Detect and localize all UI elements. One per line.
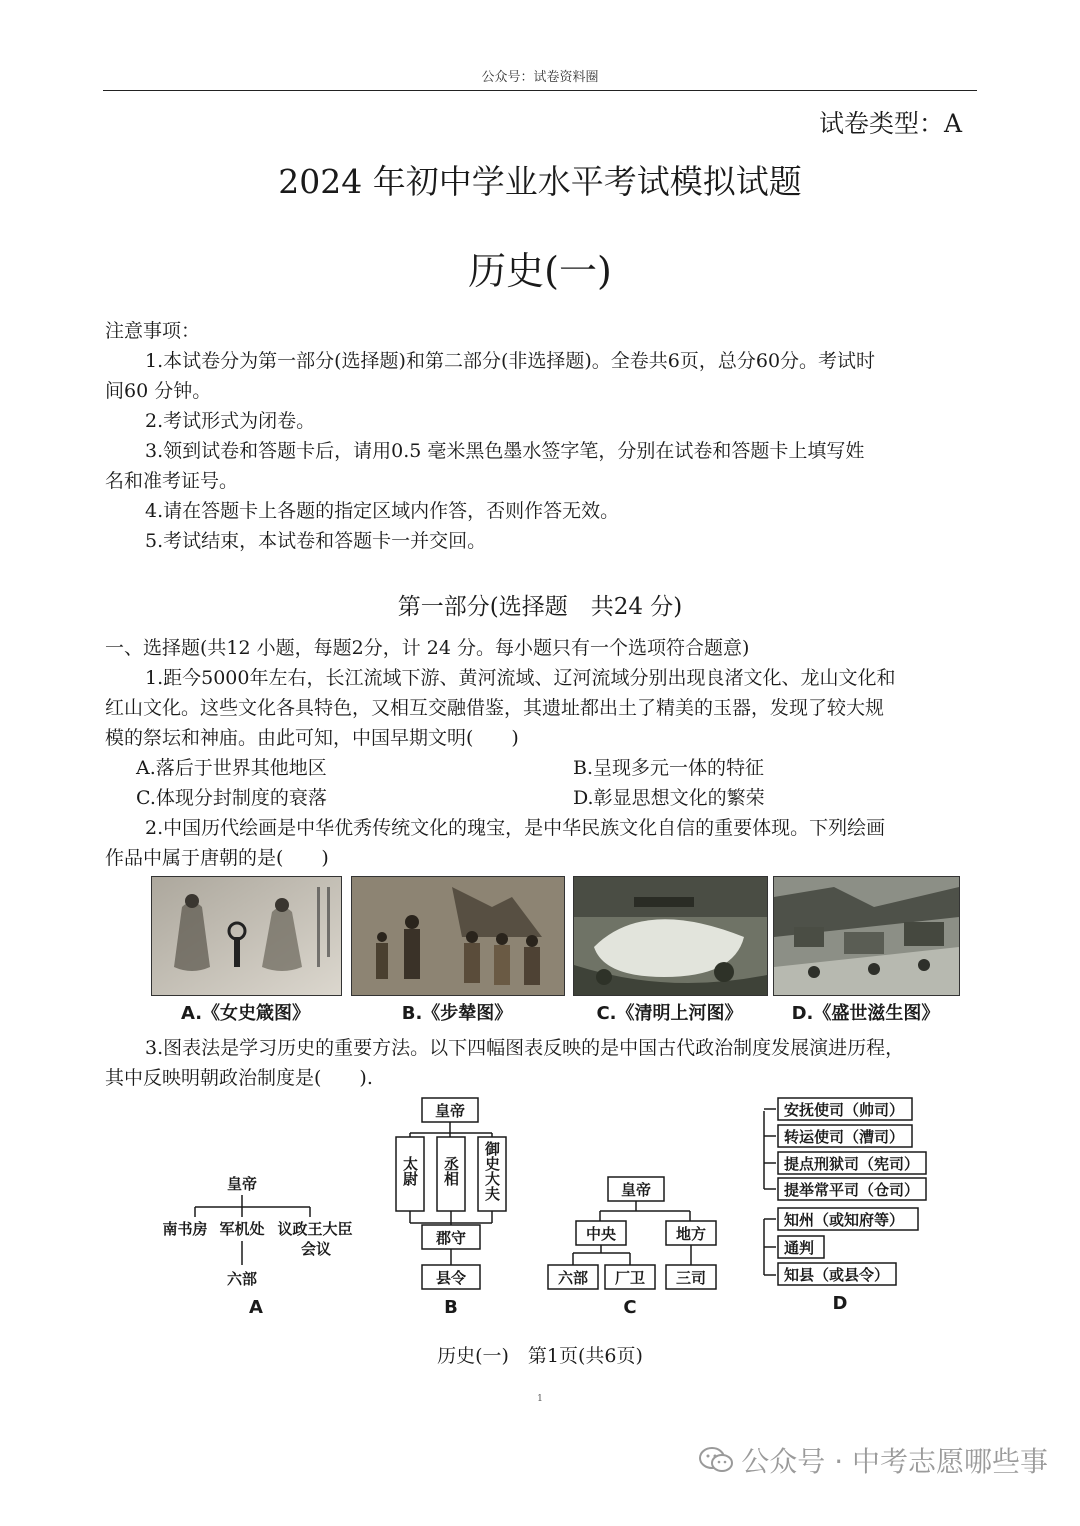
diagram-a-mid-3: 议政王大臣: [277, 1220, 353, 1238]
diagram-d-lower-2: 通判: [784, 1239, 815, 1257]
q1-option-c: C.体现分封制度的衰落: [136, 787, 327, 809]
diagram-d-lower-3: 知县（或县令）: [784, 1266, 890, 1284]
header-rule: [103, 90, 977, 91]
diagram-c-bottom-3: 三司: [675, 1269, 707, 1287]
diagram-a: [162, 1175, 352, 1318]
diagram-a-bottom: 六部: [226, 1270, 258, 1288]
diagram-c-top: 皇帝: [620, 1181, 652, 1199]
diagram-b-label: B: [444, 1297, 458, 1318]
q1-option-d: D.彰显思想文化的繁荣: [573, 787, 765, 809]
diagram-b: [396, 1098, 506, 1318]
diagram-b-col-2: 丞相: [442, 1156, 460, 1186]
painting-b-image: [351, 876, 565, 996]
page-footer: 历史(一) 第1页(共6页): [437, 1345, 643, 1367]
diagram-d-upper-1: 安抚使司（帅司）: [784, 1101, 905, 1119]
q1-option-b: B.呈现多元一体的特征: [573, 757, 765, 779]
notice-item: 5.考试结束，本试卷和答题卡一并交回。: [145, 530, 487, 552]
q1-line: 1.距今5000年左右，长江流域下游、黄河流域、辽河流域分别出现良渚文化、龙山文化和: [145, 667, 896, 689]
diagram-a-mid-2: 军机处: [219, 1220, 265, 1238]
page-number: 1: [537, 1394, 543, 1404]
subject-title: 历史(一): [468, 249, 612, 293]
notice-heading: 注意事项：: [105, 320, 201, 342]
diagram-c-bottom-2: 厂卫: [614, 1269, 646, 1287]
header-source: 公众号：试卷资料圈: [481, 70, 599, 85]
diagram-c-bottom-1: 六部: [557, 1269, 589, 1287]
exam-title: 2024 年初中学业水平考试模拟试题: [278, 162, 802, 201]
diagram-c-mid-1: 中央: [585, 1225, 617, 1243]
paper-type: 试卷类型：A: [818, 109, 962, 138]
notice-item: 间60 分钟。: [105, 380, 212, 402]
q3-diagrams: [0, 1085, 1080, 1325]
section-heading: 第一部分(选择题 共24 分): [397, 594, 683, 620]
q3-line: 3.图表法是学习历史的重要方法。以下四幅图表反映的是中国古代政治制度发展演进历程，: [145, 1037, 905, 1059]
painting-a-caption: A.《女史箴图》: [180, 1003, 311, 1024]
notice-item: 2.考试形式为闭卷。: [145, 410, 316, 432]
diagram-a-top: 皇帝: [226, 1175, 258, 1193]
diagram-d-lower-1: 知州（或知府等）: [784, 1211, 905, 1229]
diagram-a-label: A: [249, 1297, 263, 1318]
q3-line: 其中反映明朝政治制度是( ).: [105, 1067, 373, 1089]
diagram-d-upper-4: 提举常平司（仓司）: [784, 1181, 920, 1199]
diagram-d-label: D: [832, 1293, 848, 1314]
notice-item: 4.请在答题卡上各题的指定区域内作答，否则作答无效。: [145, 500, 620, 522]
diagram-d: [764, 1098, 926, 1314]
watermark-text: 公众号 · 中考志愿哪些事: [741, 1445, 1048, 1478]
diagram-a-mid-3-extra: 会议: [300, 1240, 332, 1258]
diagram-b-mid: 郡守: [435, 1229, 467, 1247]
painting-c-caption: C.《清明上河图》: [596, 1003, 743, 1024]
diagram-c: [548, 1177, 716, 1318]
q1-option-a: A.落后于世界其他地区: [136, 757, 327, 779]
diagram-b-col-1: 太尉: [401, 1156, 419, 1186]
painting-b-caption: B.《步辇图》: [401, 1003, 513, 1024]
q1-line: 红山文化。这些文化各具特色，又相互交融借鉴，其遗址都出土了精美的玉器，发现了较大规: [105, 697, 885, 719]
diagram-b-bottom: 县令: [435, 1269, 467, 1287]
q1-line: 模的祭坛和神庙。由此可知，中国早期文明( ): [105, 727, 519, 749]
wechat-icon: [699, 1446, 733, 1474]
diagram-c-label: C: [623, 1297, 637, 1318]
watermark: [699, 1440, 1048, 1480]
notice-item: 名和准考证号。: [105, 470, 239, 492]
painting-a-image: [151, 876, 342, 996]
q2-line: 2.中国历代绘画是中华优秀传统文化的瑰宝，是中华民族文化自信的重要体现。下列绘画: [145, 817, 886, 839]
diagram-b-col-3: 御史大夫: [483, 1141, 501, 1201]
diagram-a-mid-1: 南书房: [162, 1220, 208, 1238]
notice-item: 3.领到试卷和答题卡后，请用0.5 毫米黑色墨水签字笔，分别在试卷和答题卡上填写姓: [145, 440, 865, 462]
diagram-d-upper-2: 转运使司（漕司）: [784, 1128, 905, 1146]
painting-d-caption: D.《盛世滋生图》: [791, 1003, 940, 1024]
section-instructions: 一、选择题(共12 小题，每题2分，计 24 分。每小题只有一个选项符合题意): [105, 637, 750, 659]
q2-line: 作品中属于唐朝的是( ): [105, 847, 329, 869]
painting-c-image: [573, 876, 768, 996]
painting-d-image: [773, 876, 960, 996]
diagram-b-top: 皇帝: [434, 1102, 466, 1120]
diagram-c-mid-2: 地方: [675, 1225, 707, 1243]
diagram-d-upper-3: 提点刑狱司（宪司）: [784, 1155, 920, 1173]
notice-item: 1.本试卷分为第一部分(选择题)和第二部分(非选择题)。全卷共6页，总分60分。考试时: [145, 350, 876, 372]
